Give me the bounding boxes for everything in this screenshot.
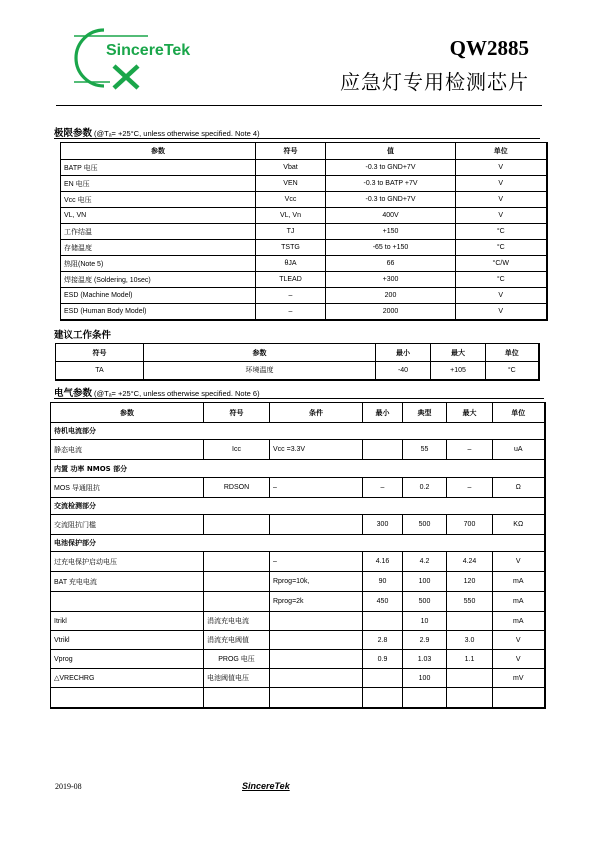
unit-cell: V	[493, 631, 545, 650]
unit-cell: V	[493, 650, 545, 669]
max-cell: –	[447, 440, 493, 460]
unit-cell: mA	[493, 592, 545, 612]
unit-cell: °C	[486, 362, 539, 380]
table-row	[51, 612, 545, 631]
table-header-row	[56, 344, 539, 362]
table-row	[51, 650, 545, 669]
unit-cell: °C/W	[456, 256, 547, 272]
abs-max-note: (@Tₐ= +25°C, unless otherwise specified. Note 4)	[94, 129, 260, 138]
symbol-cell	[204, 592, 270, 612]
svg-text:SincereTek: SincereTek	[106, 42, 191, 59]
col-header: 参数	[61, 143, 256, 160]
cond-cell: –	[270, 552, 363, 572]
symbol-cell: 涓流充电电流	[204, 612, 270, 631]
unit-cell: V	[456, 208, 547, 224]
table-row	[61, 240, 547, 256]
rec-op-table	[55, 343, 540, 381]
col-header: 单位	[456, 143, 547, 160]
param-cell: △VRECHRG	[51, 669, 204, 688]
unit-cell: V	[493, 552, 545, 572]
value-cell: 200	[326, 288, 456, 304]
cond-cell	[270, 515, 363, 535]
table-row	[51, 592, 545, 612]
footer-date: 2019-08	[55, 782, 82, 791]
rec-op-title	[54, 327, 111, 341]
max-cell: 120	[447, 572, 493, 592]
col-header: 最大	[431, 344, 486, 362]
col-header: 参数	[51, 403, 204, 423]
elec-table	[50, 402, 546, 709]
table-row	[61, 208, 547, 224]
max-cell: 1.1	[447, 650, 493, 669]
param-cell: VL, VN	[61, 208, 256, 224]
abs-max-table	[60, 142, 548, 321]
header-divider	[56, 105, 542, 106]
unit-cell: V	[456, 304, 547, 320]
symbol-cell: 涓流充电阈值	[204, 631, 270, 650]
typ-cell: 10	[403, 612, 447, 631]
symbol-cell: θJA	[256, 256, 326, 272]
symbol-cell: PROG 电压	[204, 650, 270, 669]
typ-cell: 100	[403, 669, 447, 688]
col-header: 符号	[256, 143, 326, 160]
col-header: 最小	[376, 344, 431, 362]
typ-cell: 100	[403, 572, 447, 592]
group-row	[51, 498, 545, 515]
group-row	[51, 535, 545, 552]
symbol-cell: TLEAD	[256, 272, 326, 288]
min-cell: –	[363, 478, 403, 498]
min-cell: 0.9	[363, 650, 403, 669]
param-cell: ESD (Machine Model)	[61, 288, 256, 304]
elec-underline	[54, 398, 544, 399]
symbol-cell: –	[256, 304, 326, 320]
typ-cell: 2.9	[403, 631, 447, 650]
symbol-cell: TSTG	[256, 240, 326, 256]
empty-cell	[51, 688, 204, 708]
symbol-cell	[204, 572, 270, 592]
min-cell: 90	[363, 572, 403, 592]
footer-brand: SincereTek	[242, 781, 290, 791]
group-row	[51, 423, 545, 440]
param-cell: EN 电压	[61, 176, 256, 192]
empty-cell	[403, 688, 447, 708]
symbol-cell: RDSON	[204, 478, 270, 498]
symbol-cell	[204, 515, 270, 535]
empty-cell	[493, 688, 545, 708]
empty-cell	[447, 688, 493, 708]
symbol-cell: TJ	[256, 224, 326, 240]
value-cell: +300	[326, 272, 456, 288]
param-cell: Vcc 电压	[61, 192, 256, 208]
min-cell: 300	[363, 515, 403, 535]
unit-cell: V	[456, 160, 547, 176]
empty-cell	[363, 688, 403, 708]
value-cell: 2000	[326, 304, 456, 320]
col-header: 最小	[363, 403, 403, 423]
cond-cell: Rprog=2k	[270, 592, 363, 612]
value-cell: 66	[326, 256, 456, 272]
table-row	[61, 304, 547, 320]
min-cell	[363, 612, 403, 631]
unit-cell: KΩ	[493, 515, 545, 535]
unit-cell: V	[456, 176, 547, 192]
table-row	[61, 288, 547, 304]
typ-cell: 4.2	[403, 552, 447, 572]
col-header: 典型	[403, 403, 447, 423]
unit-cell: mA	[493, 612, 545, 631]
value-cell: -0.3 to GND+7V	[326, 160, 456, 176]
param-cell: Vprog	[51, 650, 204, 669]
max-cell	[447, 612, 493, 631]
value-cell: -0.3 to BATP +7V	[326, 176, 456, 192]
table-row	[61, 160, 547, 176]
cond-cell: Rprog=10k,	[270, 572, 363, 592]
symbol-cell: Icc	[204, 440, 270, 460]
cond-cell	[270, 650, 363, 669]
value-cell: -65 to +150	[326, 240, 456, 256]
param-cell	[51, 592, 204, 612]
param-cell: MOS 导通阻抗	[51, 478, 204, 498]
elec-title	[54, 385, 260, 399]
group-label: 待机电流部分	[51, 423, 545, 440]
model-number: QW2885	[449, 36, 529, 60]
unit-cell: V	[456, 288, 547, 304]
min-cell	[363, 669, 403, 688]
table-row	[61, 256, 547, 272]
param-cell: BATP 电压	[61, 160, 256, 176]
symbol-cell: Vcc	[256, 192, 326, 208]
cond-cell: Vcc =3.3V	[270, 440, 363, 460]
param-cell: 焊接温度 (Soldering, 10sec)	[61, 272, 256, 288]
table-row	[51, 440, 545, 460]
abs-max-underline	[54, 138, 540, 139]
typ-cell: 55	[403, 440, 447, 460]
table-row	[56, 362, 539, 380]
value-cell: 400V	[326, 208, 456, 224]
param-cell: 工作结温	[61, 224, 256, 240]
rec-op-title-text: 建议工作条件	[54, 330, 112, 341]
table-row	[51, 572, 545, 592]
typ-cell: 0.2	[403, 478, 447, 498]
table-header-row	[61, 143, 547, 160]
unit-cell: Ω	[493, 478, 545, 498]
max-cell: –	[447, 478, 493, 498]
table-row	[51, 552, 545, 572]
unit-cell: °C	[456, 224, 547, 240]
cond-cell	[270, 612, 363, 631]
max-cell: 3.0	[447, 631, 493, 650]
symbol-cell: –	[256, 288, 326, 304]
symbol-cell: TA	[56, 362, 144, 380]
param-cell: 静态电流	[51, 440, 204, 460]
max-cell: +105	[431, 362, 486, 380]
table-header-row	[51, 403, 545, 423]
table-row	[61, 192, 547, 208]
col-header: 符号	[56, 344, 144, 362]
param-cell: ESD (Human Body Model)	[61, 304, 256, 320]
col-header: 单位	[486, 344, 539, 362]
unit-cell: V	[456, 192, 547, 208]
table-row	[61, 272, 547, 288]
symbol-cell: Vbat	[256, 160, 326, 176]
table-row-empty	[51, 688, 545, 708]
group-label: 交流检测部分	[51, 498, 545, 515]
param-cell: Vtrikl	[51, 631, 204, 650]
value-cell: -0.3 to GND+7V	[326, 192, 456, 208]
max-cell: 4.24	[447, 552, 493, 572]
abs-max-title	[54, 125, 260, 139]
symbol-cell: VEN	[256, 176, 326, 192]
col-header: 最大	[447, 403, 493, 423]
unit-cell: °C	[456, 272, 547, 288]
typ-cell: 1.03	[403, 650, 447, 669]
table-row	[51, 631, 545, 650]
table-row	[51, 515, 545, 535]
min-cell: 4.16	[363, 552, 403, 572]
cond-cell	[270, 631, 363, 650]
min-cell: 450	[363, 592, 403, 612]
param-cell: 热阻(Note 5)	[61, 256, 256, 272]
param-cell: BAT 充电电流	[51, 572, 204, 592]
typ-cell: 500	[403, 515, 447, 535]
min-cell: 2.8	[363, 631, 403, 650]
product-subtitle: 应急灯专用检测芯片	[340, 70, 529, 94]
symbol-cell: VL, Vn	[256, 208, 326, 224]
param-cell: Itrikl	[51, 612, 204, 631]
table-row	[51, 669, 545, 688]
table-row	[51, 478, 545, 498]
symbol-cell	[204, 552, 270, 572]
sinceretek-logo	[64, 24, 234, 92]
col-header: 参数	[144, 344, 376, 362]
empty-cell	[204, 688, 270, 708]
symbol-cell: 电池阈值电压	[204, 669, 270, 688]
param-cell: 存储温度	[61, 240, 256, 256]
elec-title-text: 电气参数	[54, 388, 93, 399]
value-cell: +150	[326, 224, 456, 240]
empty-cell	[270, 688, 363, 708]
group-label: 内置 功率 NMOS 部分	[51, 460, 545, 478]
unit-cell: mV	[493, 669, 545, 688]
param-cell: 交流阻抗门槛	[51, 515, 204, 535]
table-row	[61, 224, 547, 240]
col-header: 单位	[493, 403, 545, 423]
min-cell	[363, 440, 403, 460]
col-header: 条件	[270, 403, 363, 423]
max-cell	[447, 669, 493, 688]
table-row	[61, 176, 547, 192]
group-row	[51, 460, 545, 478]
unit-cell: uA	[493, 440, 545, 460]
abs-max-title-text: 极限参数	[54, 128, 93, 139]
cond-cell	[270, 669, 363, 688]
cond-cell: –	[270, 478, 363, 498]
unit-cell: °C	[456, 240, 547, 256]
col-header: 符号	[204, 403, 270, 423]
col-header: 值	[326, 143, 456, 160]
typ-cell: 500	[403, 592, 447, 612]
max-cell: 550	[447, 592, 493, 612]
group-label: 电池保护部分	[51, 535, 545, 552]
param-cell: 环境温度	[144, 362, 376, 380]
param-cell: 过充电保护启动电压	[51, 552, 204, 572]
max-cell: 700	[447, 515, 493, 535]
min-cell: -40	[376, 362, 431, 380]
unit-cell: mA	[493, 572, 545, 592]
elec-note: (@Tₐ= +25°C, unless otherwise specified. Note 6)	[94, 389, 260, 398]
